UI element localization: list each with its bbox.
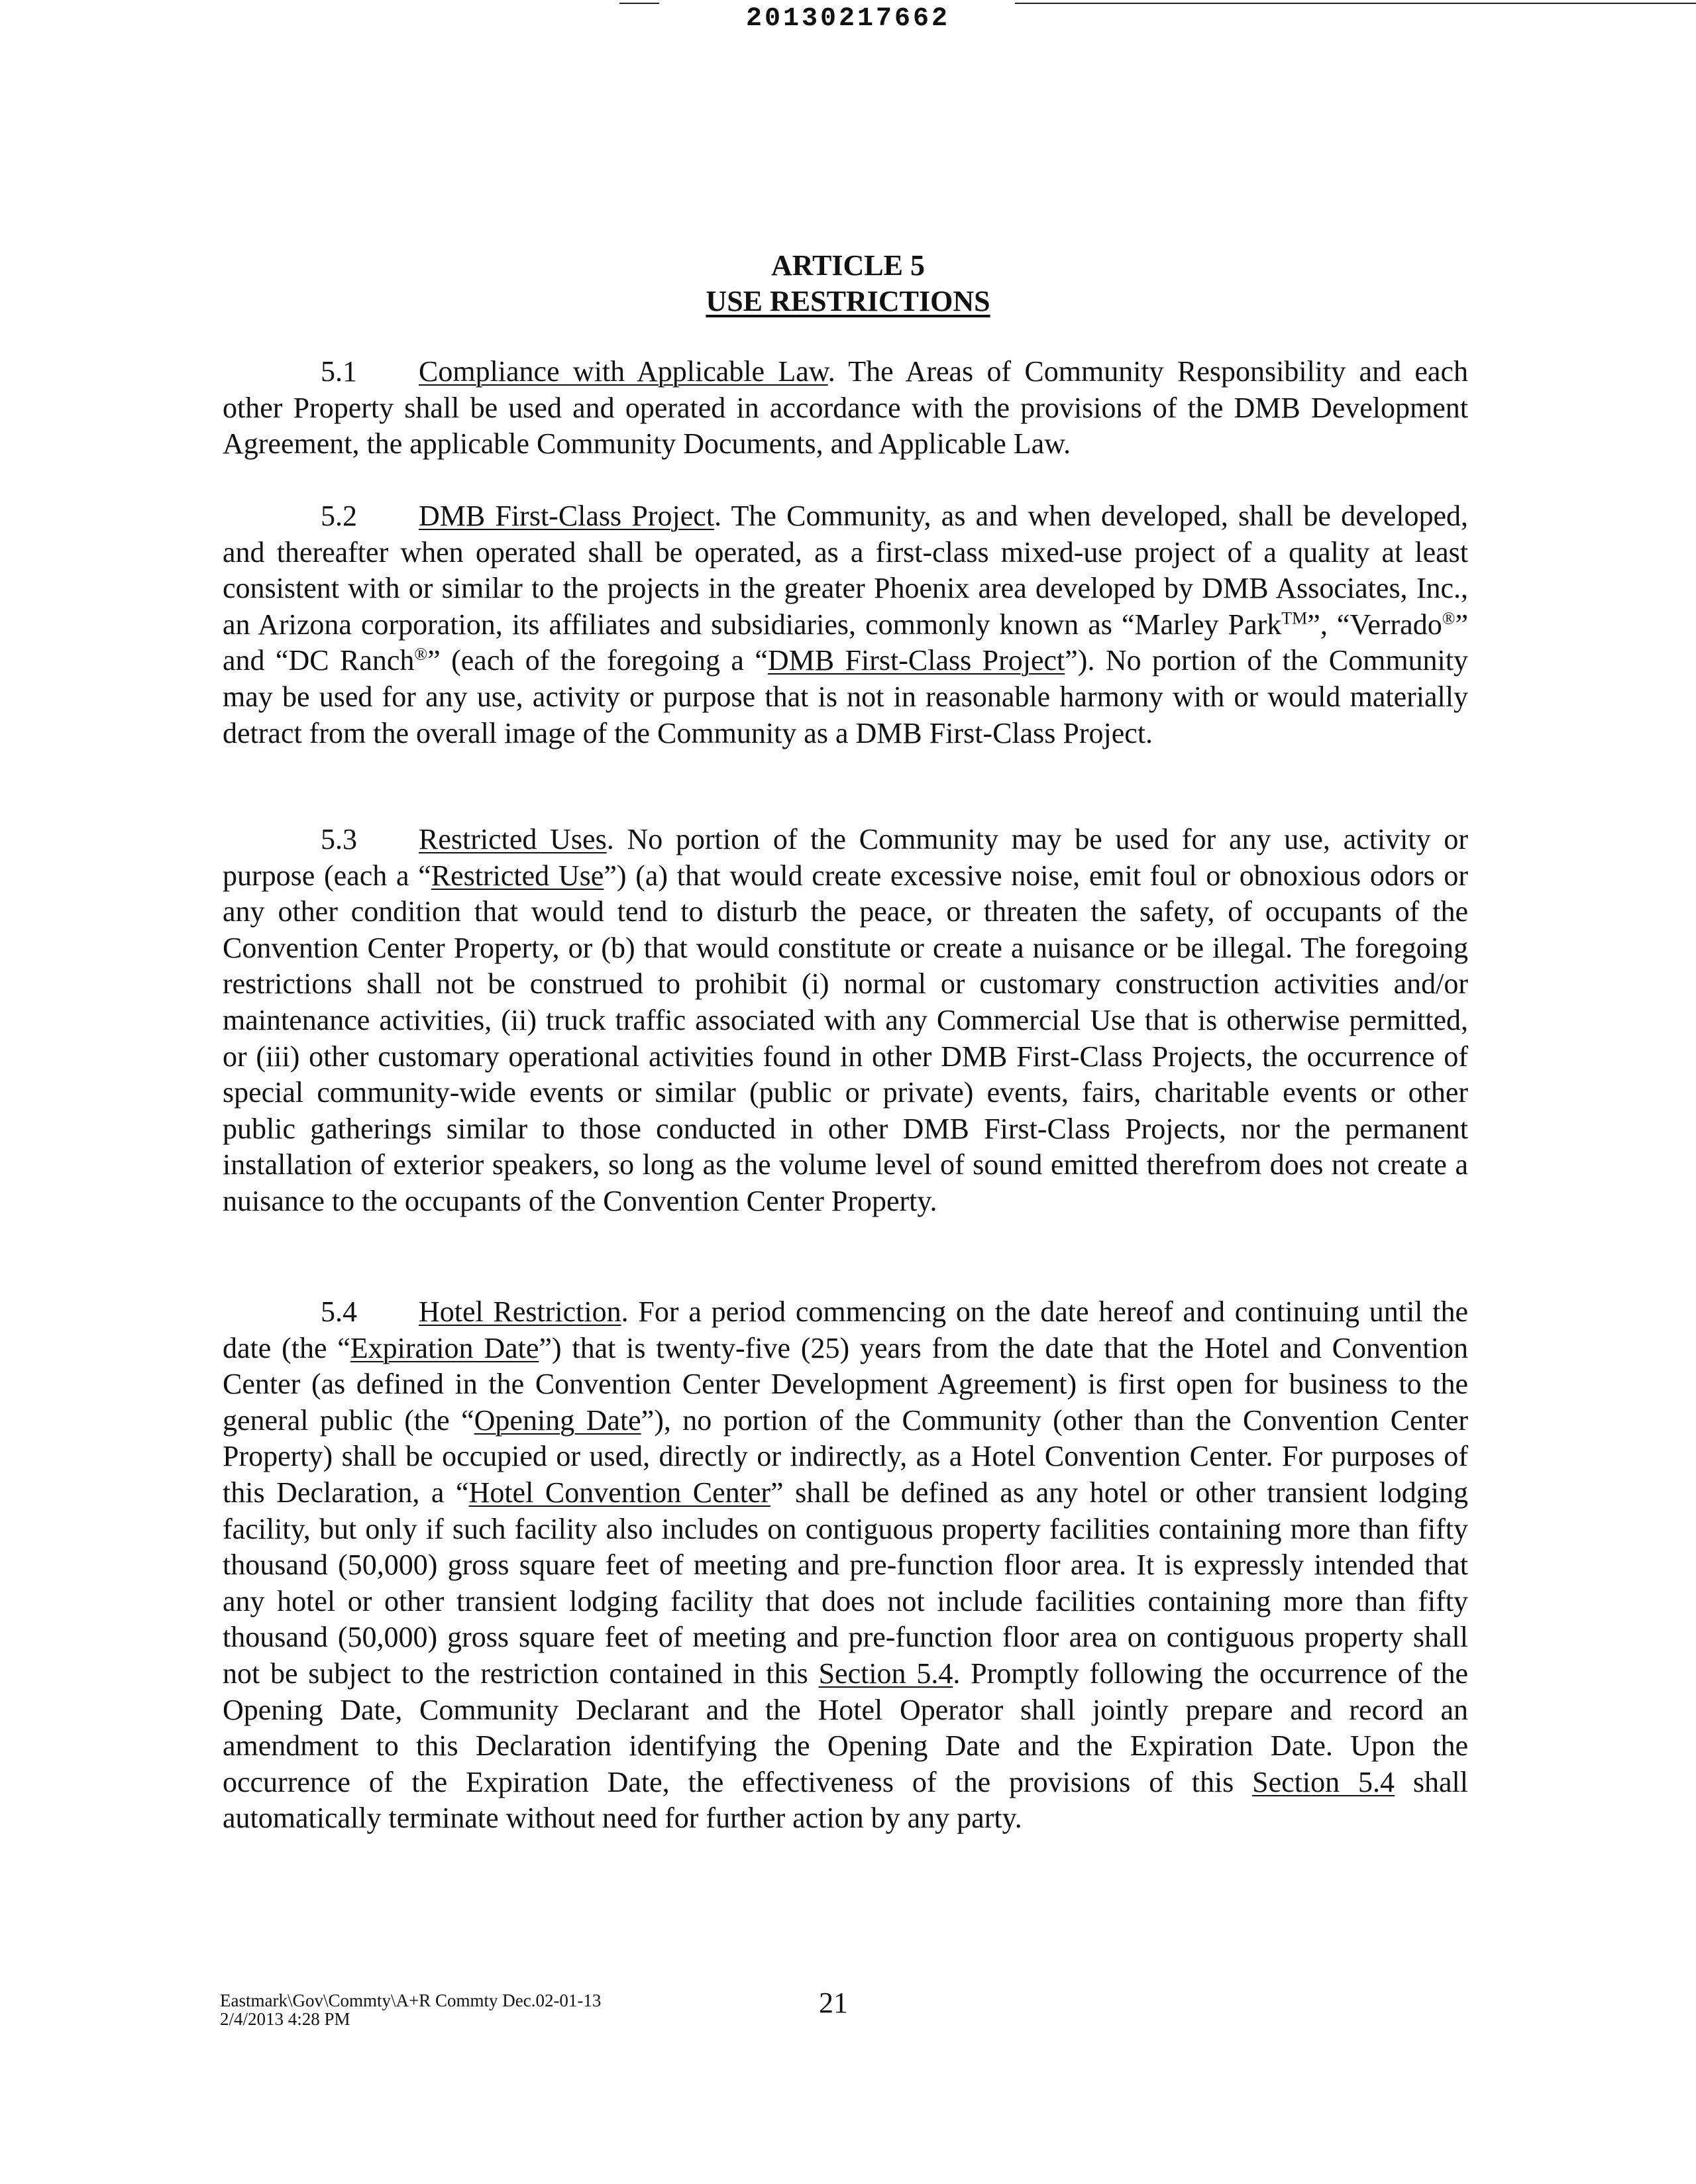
section-text: The Community, as and when developed, shall be developed, and thereafter when operated shall be operated, as a first-class mixed-use project of a quality at least consistent with or similar to the projects in the greater Phoenix area developed by DMB Associates, Inc., an Arizona corporation, its affiliates and subsidiaries, commonly known as “Marley Park [223,500,1468,641]
section-text: ”), no portion of the Community (other than the Convention Center Property) shall be occupied or used, directly or indirectly, as a Hotel Convention Center. For purposes of this Declaration, a “ [223,1403,1468,1509]
defined-term: DMB First-Class Project [767,644,1065,677]
section-heading: Hotel Restriction [419,1295,621,1328]
defined-term: Expiration Date [350,1331,539,1364]
defined-term: Opening Date [474,1403,641,1437]
trademark-mark: TM [1281,608,1308,628]
article-heading [0,248,1696,319]
section-text: ”) (a) that would create excessive noise, emit foul or obnoxious odors or any other condition that would tend to disturb the peace, or threaten the safety, of occupants of the Convention Center Property, or (b) that would constitute or create a nuisance or be illegal. The foregoing restrictions shall not be construed to prohibit (i) normal or customary construction activities and/or maintenance activities, (ii) truck traffic associated with any Commercial Use that is otherwise permitted, or (iii) other customary operational activities found in other DMB First-Class Projects, the occurrence of special community-wide events or similar (public or private) events, fairs, charitable events or other public gatherings similar to those conducted in other DMB First-Class Projects, nor the permanent installation of exterior speakers, so long as the volume level of sound emitted therefrom does not create a nuisance to the occupants of the Convention Center Property. [223,859,1468,1217]
footer-timestamp: 2/4/2013 4:28 PM [220,2009,350,2029]
section-reference: Section 5.4 [818,1657,953,1690]
section-5-4: 5.4 Hotel Restriction. For a period commencing on the date hereof and continuing until the date (the “Expiration Date”) that is twenty-five (25) years from the date that the Hotel and Convention Center (as defined in the Convention Center Development Agreement) is first open for business to the general public (the “Opening Date”), no portion of the Community (other than the Convention Center Property) shall be occupied or used, directly or indirectly, as a Hotel Convention Center. For purposes of this Declaration, a “Hotel Convention Center” shall be defined as any hotel or other transient lodging facility, but only if such facility also includes on contiguous property facilities containing more than fifty thousand (50,000) gross square feet of meeting and pre-function floor area. It is expressly intended that any hotel or other transient lodging facility that does not include facilities containing more than fifty thousand (50,000) gross square feet of meeting and pre-function floor area on contiguous property shall not be subject to the restriction contained in this Section 5.4. Promptly following the occurrence of the Opening Date, Community Declarant and the Hotel Operator shall jointly prepare and record an amendment to this Declaration identifying the Opening Date and the Expiration Date. Upon the occurrence of the Expiration Date, the effectiveness of the provisions of this Section 5.4 shall automatically terminate without need for further action by any party. [223,1295,1469,1835]
section-5-3: 5.3 Restricted Uses. No portion of the Community may be used for any use, activity or purpose (each a “Restricted Use”) (a) that would create excessive noise, emit foul or obnoxious odors or any other condition that would tend to disturb the peace, or threaten the safety, of occupants of the Convention Center Property, or (b) that would constitute or create a nuisance or be illegal. The foregoing restrictions shall not be construed to prohibit (i) normal or customary construction activities and/or maintenance activities, (ii) truck traffic associated with any Commercial Use that is otherwise permitted, or (iii) other customary operational activities found in other DMB First-Class Projects, the occurrence of special community-wide events or similar (public or private) events, fairs, charitable events or other public gatherings similar to those conducted in other DMB First-Class Projects, nor the permanent installation of exterior speakers, so long as the volume level of sound emitted therefrom does not create a nuisance to the occupants of the Convention Center Property. [223,823,1468,1217]
section-number: 5.3 [321,823,357,855]
page-number: 21 [819,1987,848,2019]
section-text: ” (each of the foregoing a “ [427,644,768,677]
registered-mark: ® [1442,608,1456,628]
section-text: ”). No portion of the Community may be used for any use, activity or purpose that is not in reasonable harmony with or would materially detract from the overall image of the Community as a DMB First-Class Project. [223,644,1469,749]
section-text: No portion of the Community may be used for any use, activity or purpose (each a “ [223,823,1468,892]
section-text: . Promptly following the occurrence of the Opening Date, Community Declarant and the Hotel Operator shall jointly prepare and record an amendment to this Declaration identifying the Opening Date and the Expiration Date. Upon the occurrence of the Expiration Date, the effectiveness of the provisions of this [223,1657,1468,1798]
registered-mark: ® [414,644,428,664]
article-number: ARTICLE 5 [771,249,925,282]
section-text: The Areas of Community Responsibility and each other Property shall be used and operated in accordance with the provisions of the DMB Development Agreement, the applicable Community Documents, and Applicable Law. [223,355,1468,461]
section-text: ”, “Verrado [1307,608,1442,641]
section-heading: Restricted Uses [419,823,607,855]
footer-file-info [220,1991,601,2028]
section-number: 5.2 [321,500,357,532]
section-number: 5.4 [321,1295,357,1328]
section-heading: Compliance with Applicable Law [419,355,828,388]
section-text: For a period commencing on the date hereof and continuing until the date (the “ [223,1295,1468,1364]
section-text: ”) that is twenty-five (25) years from the date that the Hotel and Convention Center (as defined in the Convention Center Development Agreement) is first open for business to the general public (the “ [223,1331,1469,1437]
defined-term: Restricted Use [431,859,604,892]
section-text: ” and “DC Ranch [223,608,1468,677]
document-number: 20130217662 [745,4,951,34]
section-text: shall automatically terminate without need for further action by any party. [223,1765,1469,1835]
footer-file-path: Eastmark\Gov\Commty\A+R Commty Dec.02-01-13 [220,1991,602,2010]
article-title: USE RESTRICTIONS [706,285,990,317]
section-number: 5.1 [321,355,357,388]
section-heading: DMB First-Class Project [419,500,715,532]
defined-term: Hotel Convention Center [468,1476,771,1509]
section-text: ” shall be defined as any hotel or other transient lodging facility, but only if such facility also includes on contiguous property facilities containing more than fifty thousand (50,000) gross square feet of meeting and pre-function floor area. It is expressly intended that any hotel or other transient lodging facility that does not include facilities containing more than fifty thousand (50,000) gross square feet of meeting and pre-function floor area on contiguous property shall not be subject to the restriction contained in this [223,1476,1468,1690]
section-5-2: 5.2 DMB First-Class Project. The Community, as and when developed, shall be developed, and thereafter when operated shall be operated, as a first-class mixed-use project of a quality at least consistent with or similar to the projects in the greater Phoenix area developed by DMB Associates, Inc., an Arizona corporation, its affiliates and subsidiaries, commonly known as “Marley Park™”, “Verrado®” and “DC Ranch®” (each of the foregoing a “DMB First-Class Project”). No portion of the Community may be used for any use, activity or purpose that is not in reasonable harmony with or would materially detract from the overall image of the Community as a DMB First-Class Project. [223,500,1469,749]
section-reference: Section 5.4 [1252,1765,1395,1798]
section-5-1: 5.1 Compliance with Applicable Law. The Areas of Community Responsibility and each other Property shall be used and operated in accordance with the provisions of the DMB Development Agreement, the applicable Community Documents, and Applicable Law. [223,355,1468,461]
